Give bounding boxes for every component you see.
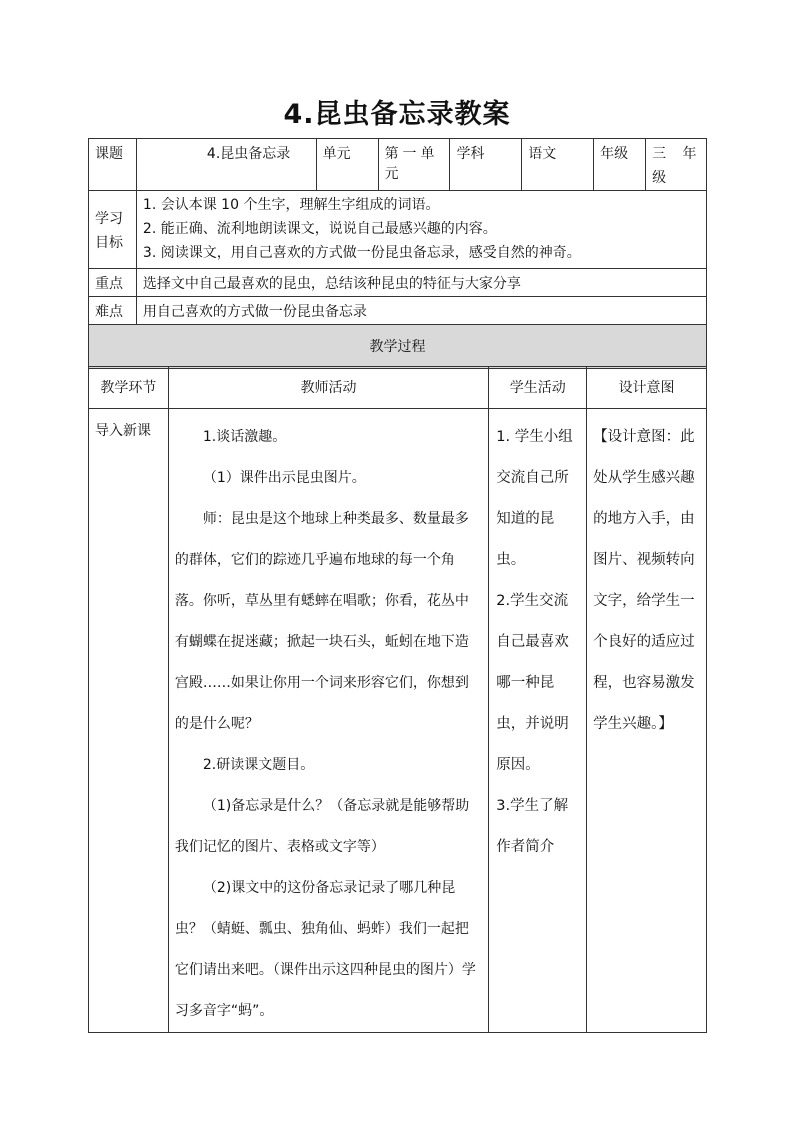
student-item: 3.学生了解作者简介 bbox=[496, 798, 569, 855]
teacher-activity bbox=[168, 409, 488, 1033]
goal-item: 3. 阅读课文，用自己喜欢的方式做一份昆虫备忘录，感受自然的神奇。 bbox=[142, 245, 581, 261]
document-title: 4.昆虫备忘录教案 bbox=[283, 99, 511, 130]
process-table bbox=[88, 366, 707, 1033]
topic-value: 4.昆虫备忘录 bbox=[136, 139, 316, 191]
section-label: 导入新课 bbox=[89, 409, 169, 1033]
column-header: 教师活动 bbox=[168, 367, 488, 409]
process-header: 教学过程 bbox=[89, 325, 707, 369]
key-point-value: 选择文中自己最喜欢的昆虫，总结该种昆虫的特征与大家分享 bbox=[136, 269, 706, 297]
topic-label: 课题 bbox=[89, 139, 137, 191]
teacher-paragraph: 1.谈话激趣。 bbox=[202, 429, 287, 445]
goals-label: 学习目标 bbox=[89, 191, 137, 269]
key-point-label: 重点 bbox=[89, 269, 137, 297]
teacher-paragraph: （1）课件出示昆虫图片。 bbox=[202, 470, 366, 486]
teacher-paragraph: 2.研读课文题目。 bbox=[202, 757, 315, 773]
unit-value: 第一单元 bbox=[378, 139, 450, 191]
column-header: 教学环节 bbox=[89, 367, 169, 409]
teacher-paragraph: （2)课文中的这份备忘录记录了哪几种昆虫？（蜻蜓、瓢虫、独角仙、蚂蚱）我们一起把它们请出来吧。（课件出示这四种昆虫的图片）学习多音字“蚂”。 bbox=[174, 880, 476, 1019]
column-header: 设计意图 bbox=[587, 367, 707, 409]
difficulty-label: 难点 bbox=[89, 297, 137, 325]
grade-value: 三 年级 bbox=[646, 139, 707, 191]
design-intent bbox=[587, 409, 707, 1033]
goal-item: 2. 能正确、流利地朗读课文，说说自己最感兴趣的内容。 bbox=[142, 221, 497, 237]
teacher-paragraph: 师：昆虫是这个地球上种类最多、数量最多的群体，它们的踪迹几乎遍布地球的每一个角落。你听，草丛里有蟋蟀在唱歌；你看，花丛中有蝴蝶在捉迷藏；掀起一块石头，蚯蚓在地下造宫殿……如果让你用一个词来形容它们，你想到的是什么呢？ bbox=[174, 511, 469, 732]
subject-value: 语文 bbox=[522, 139, 594, 191]
goals-list bbox=[136, 191, 706, 269]
grade-label: 年级 bbox=[594, 139, 646, 191]
teacher-paragraph: （1)备忘录是什么？（备忘录就是能够帮助我们记忆的图片、表格或文字等） bbox=[174, 798, 470, 855]
goal-item: 1. 会认本课 10 个生字，理解生字组成的词语。 bbox=[142, 197, 440, 213]
unit-label: 单元 bbox=[316, 139, 378, 191]
design-text: 【设计意图：此处从学生感兴趣的地方入手，由图片、视频转向文字，给学生一个良好的适应过程，也容易激发学生兴趣。】 bbox=[593, 429, 695, 732]
student-activity bbox=[489, 409, 587, 1033]
student-item: 2.学生交流自己最喜欢哪一种昆虫，并说明原因。 bbox=[496, 593, 569, 773]
column-header: 学生活动 bbox=[489, 367, 587, 409]
student-item: 1. 学生小组交流自己所知道的昆虫。 bbox=[496, 429, 573, 568]
lesson-info-table bbox=[88, 138, 707, 369]
subject-label: 学科 bbox=[450, 139, 522, 191]
difficulty-value: 用自己喜欢的方式做一份昆虫备忘录 bbox=[136, 297, 706, 325]
